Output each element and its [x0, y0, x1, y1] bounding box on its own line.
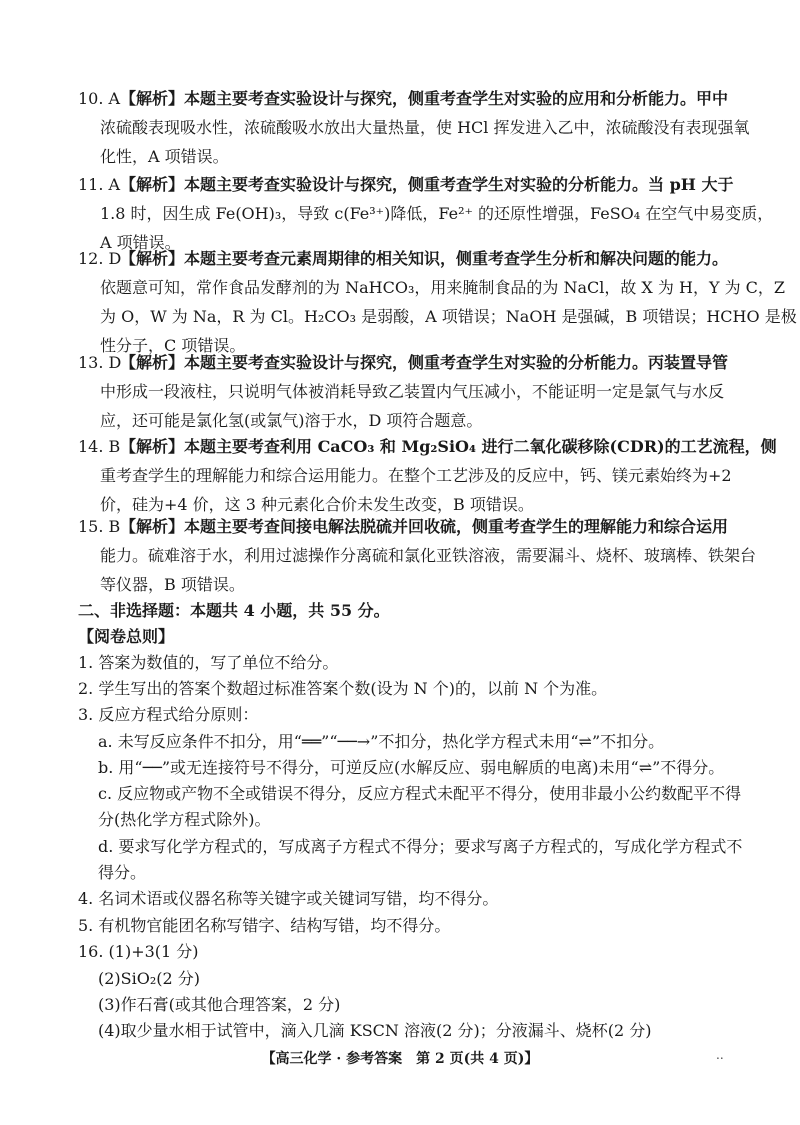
answer-text-line: 【解析】本题主要考查间接电解法脱硫并回收硫，侧重考查学生的理解能力和综合运用	[120, 517, 729, 536]
answer-text-line: 【解析】本题主要考查实验设计与探究，侧重考查学生对实验的应用和分析能力。甲中	[120, 89, 729, 108]
answer-text-line: 应，还可能是氯化氢(或氯气)溶于水，D 项符合题意。	[100, 411, 483, 430]
answer-item-15	[78, 512, 757, 599]
answer-item-14	[78, 432, 777, 519]
answer-item-12	[78, 244, 797, 360]
rule-item-3: 3. 反应方程式给分原则：	[78, 705, 259, 724]
rules-title: 【阅卷总则】	[78, 627, 175, 646]
rule-item-5: 5. 有机物官能团名称写错字、结构写错，均不得分。	[78, 916, 451, 935]
subrule-d: d. 要求写化学方程式的，写成离子方程式不得分；要求写离子方程式的，写成化学方程式不	[98, 837, 743, 856]
answer-text-line: 为 O，W 为 Na，R 为 Cl。H₂CO₃ 是弱酸，A 项错误；NaOH 是强碱，B 项错误；HCHO 是极	[100, 307, 797, 326]
answer-number: 10. A	[78, 89, 121, 108]
rule-item-4: 4. 名词术语或仪器名称等关键字或关键词写错，均不得分。	[78, 889, 499, 908]
answer-text-line: 化性，A 项错误。	[100, 147, 229, 166]
answer-text-line: 【解析】本题主要考查元素周期律的相关知识，侧重考查学生分析和解决问题的能力。	[120, 249, 729, 268]
answer-16-part-4: (4)取少量水相于试管中，滴入几滴 KSCN 溶液(2 分)；分液漏斗、烧杯(2 分)	[98, 1021, 652, 1040]
answer-text-line: 【解析】本题主要考查实验设计与探究，侧重考查学生对实验的分析能力。当 pH 大于	[120, 175, 734, 194]
subrule-c-cont: 分(热化学方程式除外)。	[98, 810, 271, 829]
answer-text-line: 价，硅为+4 价，这 3 种元素化合价未发生改变，B 项错误。	[100, 495, 534, 514]
subrule-c: c. 反应物或产物不全或错误不得分，反应方程式未配平不得分，使用非最小公约数配平不得	[98, 784, 742, 803]
answer-text-line: 浓硫酸表现吸水性，浓硫酸吸水放出大量热量，使 HCl 挥发进入乙中，浓硫酸没有表现强氧	[100, 118, 750, 137]
answer-text-line: 重考查学生的理解能力和综合运用能力。在整个工艺涉及的反应中，钙、镁元素始终为+2	[100, 466, 732, 485]
answer-text-line: 依题意可知，常作食品发酵剂的为 NaHCO₃，用来腌制食品的为 NaCl，故 X 为 H，Y 为 C，Z	[100, 278, 786, 297]
answer-text-line: 中形成一段液柱，只说明气体被消耗导致乙装置内气压减小，不能证明一定是氯气与水反	[100, 382, 725, 401]
answer-item-10	[78, 84, 750, 171]
page-footer: 【高三化学 · 参考答案 第 2 页(共 4 页)】	[261, 1051, 539, 1067]
answer-number: 11. A	[78, 175, 121, 194]
answer-number: 12. D	[78, 249, 122, 268]
answer-text-line: 【解析】本题主要考查实验设计与探究，侧重考查学生对实验的分析能力。丙装置导管	[120, 353, 729, 372]
rule-item-1: 1. 答案为数值的，写了单位不给分。	[78, 653, 339, 672]
answer-16-part-2: (2)SiO₂(2 分)	[98, 969, 201, 988]
answer-item-13	[78, 348, 728, 435]
answer-text-line: A 项错误。	[100, 233, 181, 252]
answer-text-line: 1.8 时，因生成 Fe(OH)₃，导致 c(Fe³⁺)降低，Fe²⁺ 的还原性增强，FeSO₄ 在空气中易变质，	[100, 204, 774, 223]
section-heading: 二、非选择题：本题共 4 小题，共 55 分。	[78, 601, 390, 620]
answer-text-line: 能力。硫难溶于水，利用过滤操作分离硫和氯化亚铁溶液，需要漏斗、烧杯、玻璃棒、铁架台	[100, 546, 757, 565]
answer-number: 13. D	[78, 353, 122, 372]
corner-mark: ..	[716, 1048, 724, 1062]
subrule-a: a. 未写反应条件不扣分，用“══”“──→”不扣分，热化学方程式未用“⇌”不扣分。	[98, 732, 665, 751]
answer-16-part-3: (3)作石膏(或其他合理答案，2 分)	[98, 995, 341, 1014]
answer-number: 14. B	[78, 437, 121, 456]
answer-text-line: 等仪器，B 项错误。	[100, 575, 245, 594]
subrule-d-cont: 得分。	[98, 863, 147, 882]
rule-item-2: 2. 学生写出的答案个数超过标准答案个数(设为 N 个)的，以前 N 个为准。	[78, 679, 608, 698]
answer-text-line: 【解析】本题主要考查利用 CaCO₃ 和 Mg₂SiO₄ 进行二氧化碳移除(CDR)的工艺流程，侧	[120, 437, 777, 456]
answer-text-line: 性分子，C 项错误。	[100, 336, 246, 355]
answer-item-16: 16. (1)+3(1 分)	[78, 942, 199, 961]
subrule-b: b. 用“──”或无连接符号不得分，可逆反应(水解反应、弱电解质的电离)未用“⇌”不得分。	[98, 758, 725, 777]
answer-number: 15. B	[78, 517, 121, 536]
